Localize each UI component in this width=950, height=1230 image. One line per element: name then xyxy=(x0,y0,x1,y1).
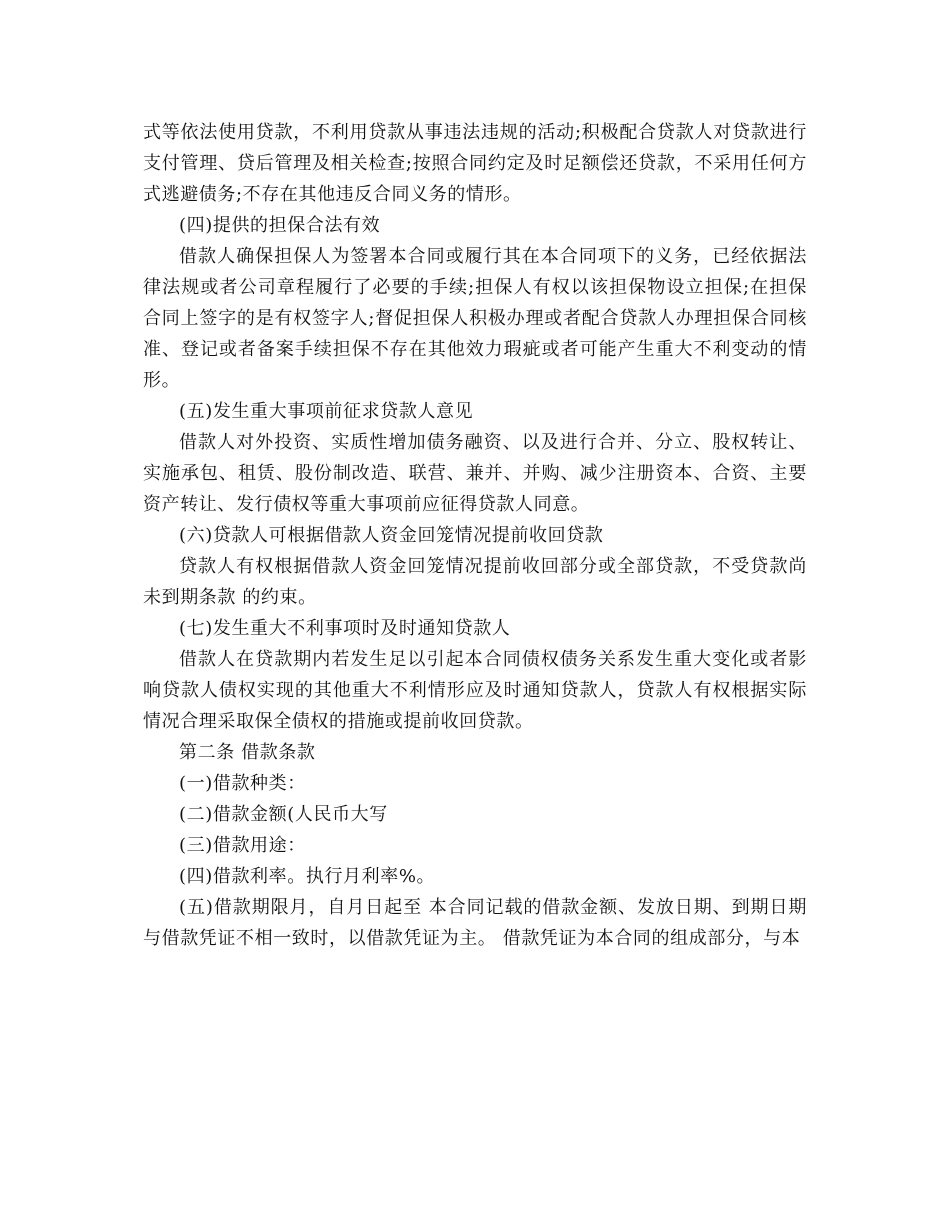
loan-term-purpose: (三)借款用途： xyxy=(179,835,306,856)
section-heading-guarantee-valid: (四)提供的担保合法有效 xyxy=(179,215,381,236)
document-body xyxy=(143,117,807,954)
section-heading-major-events: (五)发生重大事项前征求贷款人意见 xyxy=(179,401,474,422)
loan-term-interest-rate: (四)借款利率。执行月利率%。 xyxy=(179,866,436,887)
loan-term-amount: (二)借款金额(人民币大写 xyxy=(179,804,388,825)
paragraph-early-recovery: 贷款人有权根据借款人资金回笼情况提前收回部分或全部贷款，不受贷款尚未到期条款 的约束。 xyxy=(143,556,807,608)
loan-term-period: (五)借款期限月，自月日起至 本合同记载的借款金额、发放日期、到期日期与借款凭证不相一致时，以借款凭证为主。 借款凭证为本合同的组成部分，与本 xyxy=(143,897,807,949)
section-heading-early-recovery: (六)贷款人可根据借款人资金回笼情况提前收回贷款 xyxy=(179,525,604,546)
paragraph-major-events: 借款人对外投资、实质性增加债务融资、以及进行合并、分立、股权转让、实施承包、租赁、股份制改造、联营、兼并、并购、减少注册资本、合资、主要资产转让、发行债权等重大事项前应征得贷款人同意。 xyxy=(143,432,807,515)
loan-term-type: (一)借款种类： xyxy=(179,773,306,794)
article-heading-loan-terms: 第二条 借款条款 xyxy=(179,742,316,763)
paragraph-obligations-continued: 式等依法使用贷款，不利用贷款从事违法违规的活动;积极配合贷款人对贷款进行支付管理、贷后管理及相关检查;按照合同约定及时足额偿还贷款，不采用任何方式逃避债务;不存在其他违反合同义务的情形。 xyxy=(143,122,807,205)
paragraph-guarantee-valid: 借款人确保担保人为签署本合同或履行其在本合同项下的义务，已经依据法律法规或者公司章程履行了必要的手续;担保人有权以该担保物设立担保;在担保合同上签字的是有权签字人;督促担保人积极办理或者配合贷款人办理担保合同核准、登记或者备案手续担保不存在其他效力瑕疵或者可能产生重大不利变动的情形。 xyxy=(143,246,807,391)
section-heading-adverse-events: (七)发生重大不利事项时及时通知贷款人 xyxy=(179,618,511,639)
paragraph-adverse-events: 借款人在贷款期内若发生足以引起本合同债权债务关系发生重大变化或者影响贷款人债权实现的其他重大不利情形应及时通知贷款人，贷款人有权根据实际情况合理采取保全债权的措施或提前收回贷款。 xyxy=(143,649,807,732)
